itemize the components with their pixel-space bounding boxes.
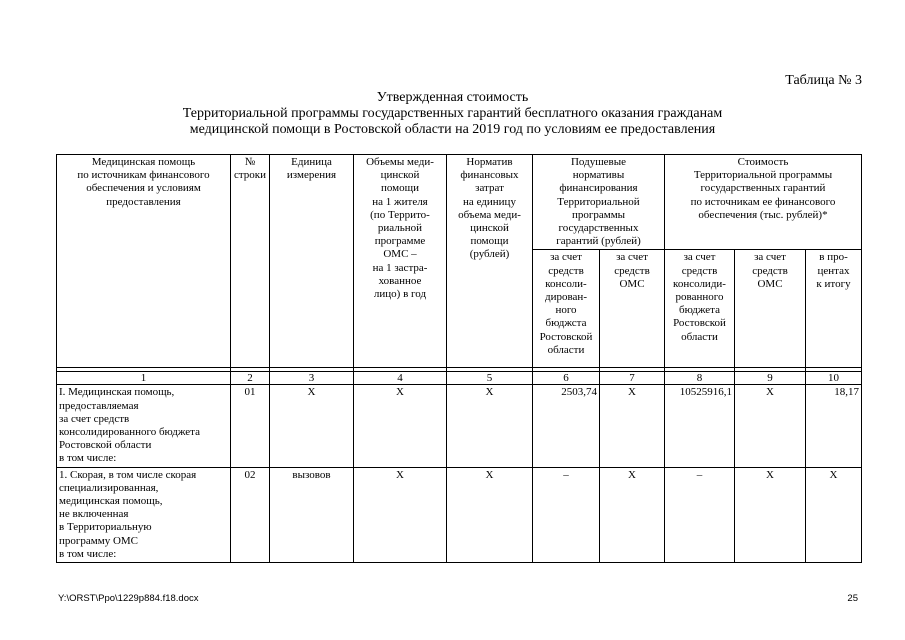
footer-page-number: 25 [847,593,858,604]
row-percent: Х [806,467,862,562]
column-number: 1 [57,372,231,385]
column-number: 4 [354,372,447,385]
header-volume: Объемы меди- цинской помощи на 1 жителя (по Террито- риальной программе ОМС – на 1 застра- хованное лицо) в год [354,155,447,368]
row-cost-budget: 10525916,1 [665,385,735,467]
header-cost-group: Стоимость Территориальной программы государственных гарантий по источникам ее финансового обеспечения (тыс. рублей)* [665,155,862,250]
column-number: 2 [231,372,270,385]
footer-file-path: Y:\ORST\Ppo\1229p884.f18.docx [58,593,199,604]
row-cost-oms: Х [735,385,806,467]
row-norm: Х [447,385,533,467]
row-volume: Х [354,385,447,467]
row-percapita-budget: 2503,74 [533,385,600,467]
title-line-3: медицинской помощи в Ростовской области на 2019 год по условиям ее предоставления [189,122,716,137]
column-number-row [57,372,862,385]
header-percapita-group: Подушевые нормативы финансирования Территориальной программы государственных гарантий (рублей) [533,155,665,250]
column-number: 8 [665,372,735,385]
column-number: 7 [600,372,665,385]
title-line-2: Территориальной программы государственных гарантий бесплатного оказания гражданам [182,106,723,121]
row-percapita-oms: Х [600,385,665,467]
table-row [57,467,862,562]
row-norm: Х [447,467,533,562]
row-percent: 18,17 [806,385,862,467]
row-volume: Х [354,467,447,562]
table-row [57,385,862,467]
column-number: 3 [270,372,354,385]
header-row-1 [57,155,862,250]
row-name: I. Медицинская помощь, предоставляемая за счет средств консолидированного бюджета Ростовской области в том числе: [57,385,231,467]
row-cost-budget: – [665,467,735,562]
row-unit: вызовов [270,467,354,562]
header-cost-budget: за счет средств консолиди- рованного бюджета Ростовской области [665,250,735,368]
cost-table [56,154,862,563]
header-percapita-budget: за счет средств консоли- дирован- ного бюджста Ростовской области [533,250,600,368]
title-line-1: Утвержденная стоимость [376,90,529,105]
row-name: 1. Скорая, в том числе скорая специализированная, медицинская помощь, не включенная в Территориальную программу ОМС в том числе: [57,467,231,562]
header-medical-care: Медицинская помощь по источникам финансового обеспечения и условиям предоставления [57,155,231,368]
row-cost-oms: Х [735,467,806,562]
table-number: Таблица № 3 [785,73,862,88]
header-norm: Норматив финансовых затрат на единицу объема меди- цинской помощи (рублей) [447,155,533,368]
column-number: 9 [735,372,806,385]
column-number: 6 [533,372,600,385]
row-percapita-oms: Х [600,467,665,562]
row-percapita-budget: – [533,467,600,562]
header-cost-oms: за счет средств ОМС [735,250,806,368]
header-unit: Единица измерения [270,155,354,368]
column-number: 10 [806,372,862,385]
header-line-number: № строки [231,155,270,368]
header-cost-percent: в про- центах к итогу [806,250,862,368]
row-line-number: 02 [231,467,270,562]
row-unit: Х [270,385,354,467]
cost-table-wrapper [56,154,862,563]
column-number: 5 [447,372,533,385]
header-percapita-oms: за счет средств ОМС [600,250,665,368]
row-line-number: 01 [231,385,270,467]
